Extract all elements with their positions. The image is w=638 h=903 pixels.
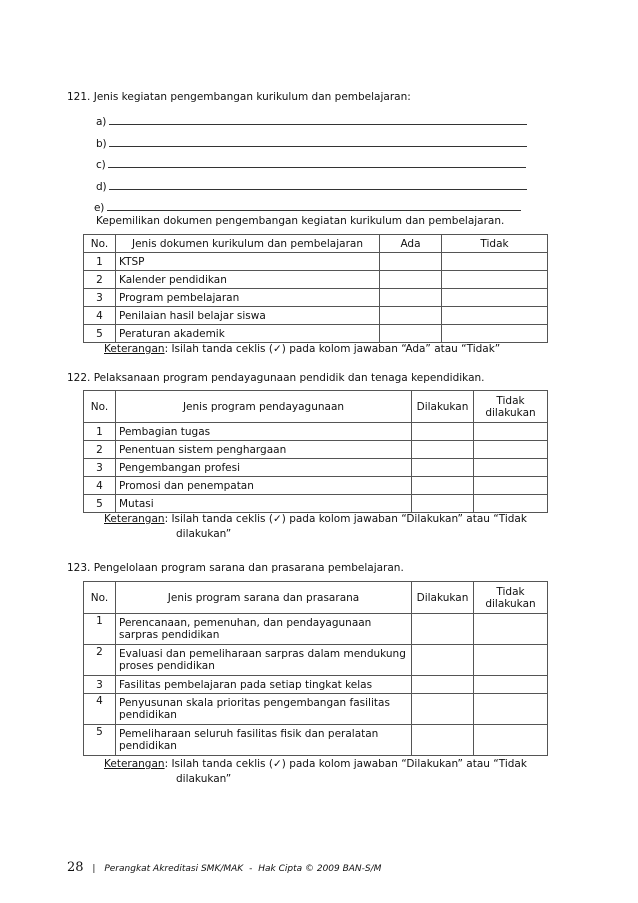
table-row <box>84 614 548 645</box>
row-no: 2 <box>84 271 116 289</box>
blank-line <box>107 202 521 211</box>
row-name: Pemeliharaan seluruh fasilitas fisik dan peralatan pendidikan <box>116 725 412 756</box>
check-cell-tidak[interactable] <box>442 289 548 307</box>
header-ada: Ada <box>380 235 442 253</box>
check-cell-tidak-dilakukan[interactable] <box>474 645 548 676</box>
check-cell-dilakukan[interactable] <box>412 694 474 725</box>
note-label: Keterangan <box>104 343 165 355</box>
row-name: Penyusunan skala prioritas pengembangan fasilitas pendidikan <box>116 694 412 725</box>
q122-title: 122. Pelaksanaan program pendayagunaan pendidik dan tenaga kependidikan. <box>67 372 485 384</box>
row-name: Pembagian tugas <box>116 423 412 441</box>
note-label: Keterangan <box>104 758 165 770</box>
q123-table <box>83 581 548 756</box>
q121-subtitle: Kepemilikan dokumen pengembangan kegiatan kurikulum dan pembelajaran. <box>96 215 505 227</box>
table-row <box>84 459 548 477</box>
check-cell-tidak[interactable] <box>442 271 548 289</box>
check-cell-tidak-dilakukan[interactable] <box>474 441 548 459</box>
q121-blank-d[interactable] <box>96 181 527 193</box>
page-footer <box>67 860 381 875</box>
blank-line <box>108 159 526 168</box>
q121-blank-a[interactable] <box>96 116 527 128</box>
row-name: Mutasi <box>116 495 412 513</box>
table-row <box>84 441 548 459</box>
row-no: 3 <box>84 459 116 477</box>
blank-label: c) <box>96 159 106 171</box>
q122-table <box>83 390 548 513</box>
row-name: Pengembangan profesi <box>116 459 412 477</box>
table-header-row <box>84 582 548 614</box>
header-name: Jenis program pendayagunaan <box>116 391 412 423</box>
row-name: Penilaian hasil belajar siswa <box>116 307 380 325</box>
page-number: 28 <box>67 860 84 875</box>
row-no: 5 <box>84 725 116 756</box>
header-dilakukan: Dilakukan <box>412 582 474 614</box>
row-name: Program pembelajaran <box>116 289 380 307</box>
row-name: Peraturan akademik <box>116 325 380 343</box>
q123-title: 123. Pengelolaan program sarana dan prasarana pembelajaran. <box>67 562 404 574</box>
table-row <box>84 477 548 495</box>
check-cell-tidak[interactable] <box>442 307 548 325</box>
row-name: Evaluasi dan pemeliharaan sarpras dalam mendukung proses pendidikan <box>116 645 412 676</box>
blank-line <box>109 181 527 190</box>
table-row <box>84 253 548 271</box>
header-tidak: Tidak <box>442 235 548 253</box>
table-row <box>84 645 548 676</box>
blank-line <box>109 116 527 125</box>
header-name: Jenis program sarana dan prasarana <box>116 582 412 614</box>
row-no: 1 <box>84 253 116 271</box>
check-cell-dilakukan[interactable] <box>412 725 474 756</box>
row-no: 2 <box>84 441 116 459</box>
check-cell-dilakukan[interactable] <box>412 614 474 645</box>
row-name: Perencanaan, pemenuhan, dan pendayagunaan sarpras pendidikan <box>116 614 412 645</box>
check-cell-tidak-dilakukan[interactable] <box>474 423 548 441</box>
footer-separator: | <box>92 864 96 874</box>
row-name: Fasilitas pembelajaran pada setiap tingkat kelas <box>116 676 412 694</box>
check-cell-ada[interactable] <box>380 325 442 343</box>
footer-dash: - <box>249 864 253 874</box>
table-row <box>84 289 548 307</box>
row-no: 1 <box>84 423 116 441</box>
note-text: : Isilah tanda ceklis (✓) pada kolom jawaban “Ada” atau “Tidak” <box>164 343 501 355</box>
header-name: Jenis dokumen kurikulum dan pembelajaran <box>116 235 380 253</box>
row-no: 2 <box>84 645 116 676</box>
table-header-row <box>84 235 548 253</box>
check-cell-dilakukan[interactable] <box>412 477 474 495</box>
header-no: No. <box>84 582 116 614</box>
check-cell-tidak[interactable] <box>442 325 548 343</box>
q122-note <box>104 513 527 525</box>
check-cell-ada[interactable] <box>380 271 442 289</box>
header-no: No. <box>84 235 116 253</box>
header-tidak-dilakukan: Tidak dilakukan <box>474 582 548 614</box>
q123-note <box>104 758 527 770</box>
blank-label: a) <box>96 116 107 128</box>
row-no: 4 <box>84 694 116 725</box>
row-name: KTSP <box>116 253 380 271</box>
check-cell-dilakukan[interactable] <box>412 676 474 694</box>
q122-note-cont: dilakukan” <box>176 528 232 540</box>
blank-label: e) <box>94 202 105 214</box>
blank-label: d) <box>96 181 107 193</box>
q121-blank-e[interactable] <box>94 202 521 214</box>
check-cell-dilakukan[interactable] <box>412 495 474 513</box>
blank-label: b) <box>96 138 107 150</box>
check-cell-dilakukan[interactable] <box>412 441 474 459</box>
check-cell-tidak-dilakukan[interactable] <box>474 614 548 645</box>
row-name: Promosi dan penempatan <box>116 477 412 495</box>
note-label: Keterangan <box>104 513 165 525</box>
check-cell-dilakukan[interactable] <box>412 459 474 477</box>
check-cell-tidak-dilakukan[interactable] <box>474 694 548 725</box>
check-cell-dilakukan[interactable] <box>412 423 474 441</box>
row-no: 3 <box>84 676 116 694</box>
table-row <box>84 325 548 343</box>
table-row <box>84 495 548 513</box>
check-cell-tidak-dilakukan[interactable] <box>474 477 548 495</box>
q121-title: 121. Jenis kegiatan pengembangan kurikulum dan pembelajaran: <box>67 91 411 103</box>
row-no: 5 <box>84 495 116 513</box>
check-cell-ada[interactable] <box>380 289 442 307</box>
row-no: 4 <box>84 307 116 325</box>
check-cell-tidak-dilakukan[interactable] <box>474 495 548 513</box>
header-dilakukan: Dilakukan <box>412 391 474 423</box>
row-name: Penentuan sistem penghargaan <box>116 441 412 459</box>
footer-copyright: Hak Cipta © 2009 BAN-S/M <box>258 864 382 874</box>
q121-blank-c[interactable] <box>96 159 526 171</box>
note-text: : Isilah tanda ceklis (✓) pada kolom jawaban “Dilakukan” atau “Tidak <box>164 758 527 770</box>
table-row <box>84 725 548 756</box>
q121-table <box>83 234 548 343</box>
row-no: 1 <box>84 614 116 645</box>
check-cell-tidak-dilakukan[interactable] <box>474 676 548 694</box>
q121-note <box>104 343 500 355</box>
check-cell-tidak-dilakukan[interactable] <box>474 459 548 477</box>
blank-line <box>109 138 527 147</box>
row-no: 5 <box>84 325 116 343</box>
check-cell-dilakukan[interactable] <box>412 645 474 676</box>
table-row <box>84 676 548 694</box>
row-no: 3 <box>84 289 116 307</box>
table-header-row <box>84 391 548 423</box>
check-cell-tidak[interactable] <box>442 253 548 271</box>
check-cell-tidak-dilakukan[interactable] <box>474 725 548 756</box>
table-row <box>84 423 548 441</box>
q121-blank-b[interactable] <box>96 138 527 150</box>
check-cell-ada[interactable] <box>380 253 442 271</box>
table-row <box>84 307 548 325</box>
row-name: Kalender pendidikan <box>116 271 380 289</box>
q123-note-cont: dilakukan” <box>176 773 232 785</box>
table-row <box>84 694 548 725</box>
footer-text: Perangkat Akreditasi SMK/MAK <box>104 864 244 874</box>
header-no: No. <box>84 391 116 423</box>
row-no: 4 <box>84 477 116 495</box>
note-text: : Isilah tanda ceklis (✓) pada kolom jawaban “Dilakukan” atau “Tidak <box>164 513 527 525</box>
header-tidak-dilakukan: Tidak dilakukan <box>474 391 548 423</box>
check-cell-ada[interactable] <box>380 307 442 325</box>
table-row <box>84 271 548 289</box>
